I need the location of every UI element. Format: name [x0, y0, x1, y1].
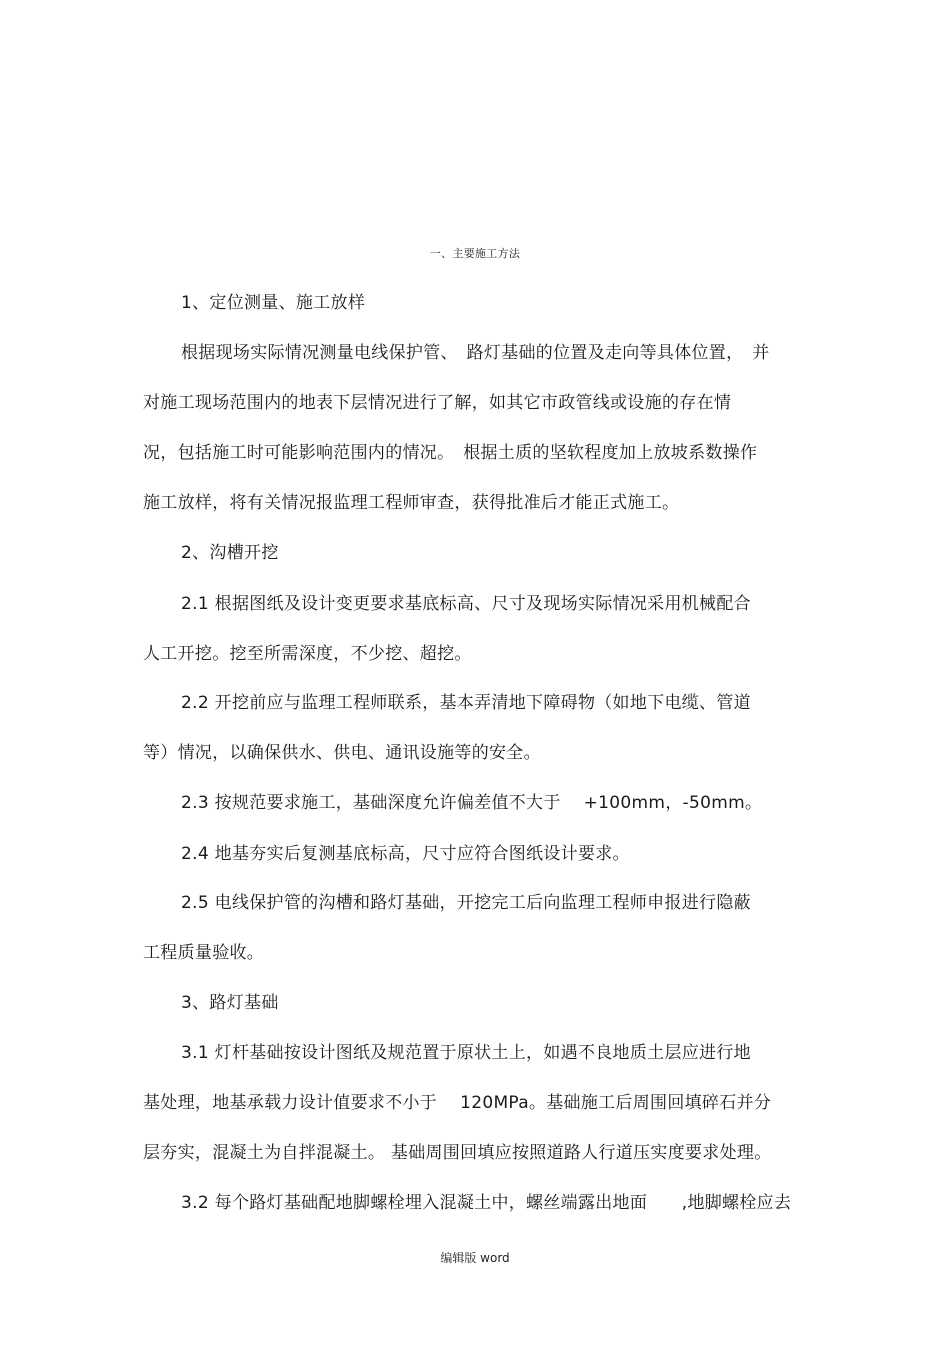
paragraph-line: 2.4 地基夯实后复测基底标高，尺寸应符合图纸设计要求。 — [181, 844, 630, 864]
paragraph-line: 基处理，地基承载力设计值要求不小于 120MPa。基础施工后周围回填碎石并分 — [143, 1093, 772, 1113]
paragraph-line: 2.3 按规范要求施工，基础深度允许偏差值不大于 +100mm，-50mm。 — [181, 793, 763, 813]
paragraph-line: 施工放样，将有关情况报监理工程师审查，获得批准后才能正式施工。 — [143, 493, 680, 513]
document-title: 一、主要施工方法 — [429, 247, 521, 260]
section-heading: 1、定位测量、施工放样 — [181, 293, 366, 313]
paragraph-line: 2.1 根据图纸及设计变更要求基底标高、尺寸及现场实际情况采用机械配合 — [181, 594, 751, 614]
paragraph-line: 3.1 灯杆基础按设计图纸及规范置于原状土上，如遇不良地质土层应进行地 — [181, 1043, 751, 1063]
paragraph-line: 2.5 电线保护管的沟槽和路灯基础，开挖完工后向监理工程师申报进行隐蔽 — [181, 893, 751, 913]
page-footer: 编辑版 word — [440, 1251, 510, 1265]
paragraph-line: 层夯实，混凝土为自拌混凝土。 基础周围回填应按照道路人行道压实度要求处理。 — [143, 1143, 772, 1163]
paragraph-line: 对施工现场范围内的地表下层情况进行了解，如其它市政管线或设施的存在情 — [143, 393, 732, 413]
section-heading: 3、路灯基础 — [181, 993, 279, 1013]
paragraph-line: 2.2 开挖前应与监理工程师联系，基本弄清地下障碍物（如地下电缆、管道 — [181, 693, 751, 713]
paragraph-line: 工程质量验收。 — [143, 943, 265, 963]
paragraph-line: 等）情况，以确保供水、供电、通讯设施等的安全。 — [143, 743, 541, 763]
section-heading: 2、沟槽开挖 — [181, 543, 279, 563]
paragraph-line: 根据现场实际情况测量电线保护管、 路灯基础的位置及走向等具体位置， 并 — [181, 343, 770, 363]
paragraph-line: 况，包括施工时可能影响范围内的情况。 根据土质的坚软程度加上放坡系数操作 — [143, 443, 758, 463]
paragraph-line: 3.2 每个路灯基础配地脚螺栓埋入混凝土中，螺丝端露出地面 ,地脚螺栓应去 — [181, 1193, 792, 1213]
paragraph-line: 人工开挖。挖至所需深度，不少挖、超挖。 — [143, 644, 472, 664]
